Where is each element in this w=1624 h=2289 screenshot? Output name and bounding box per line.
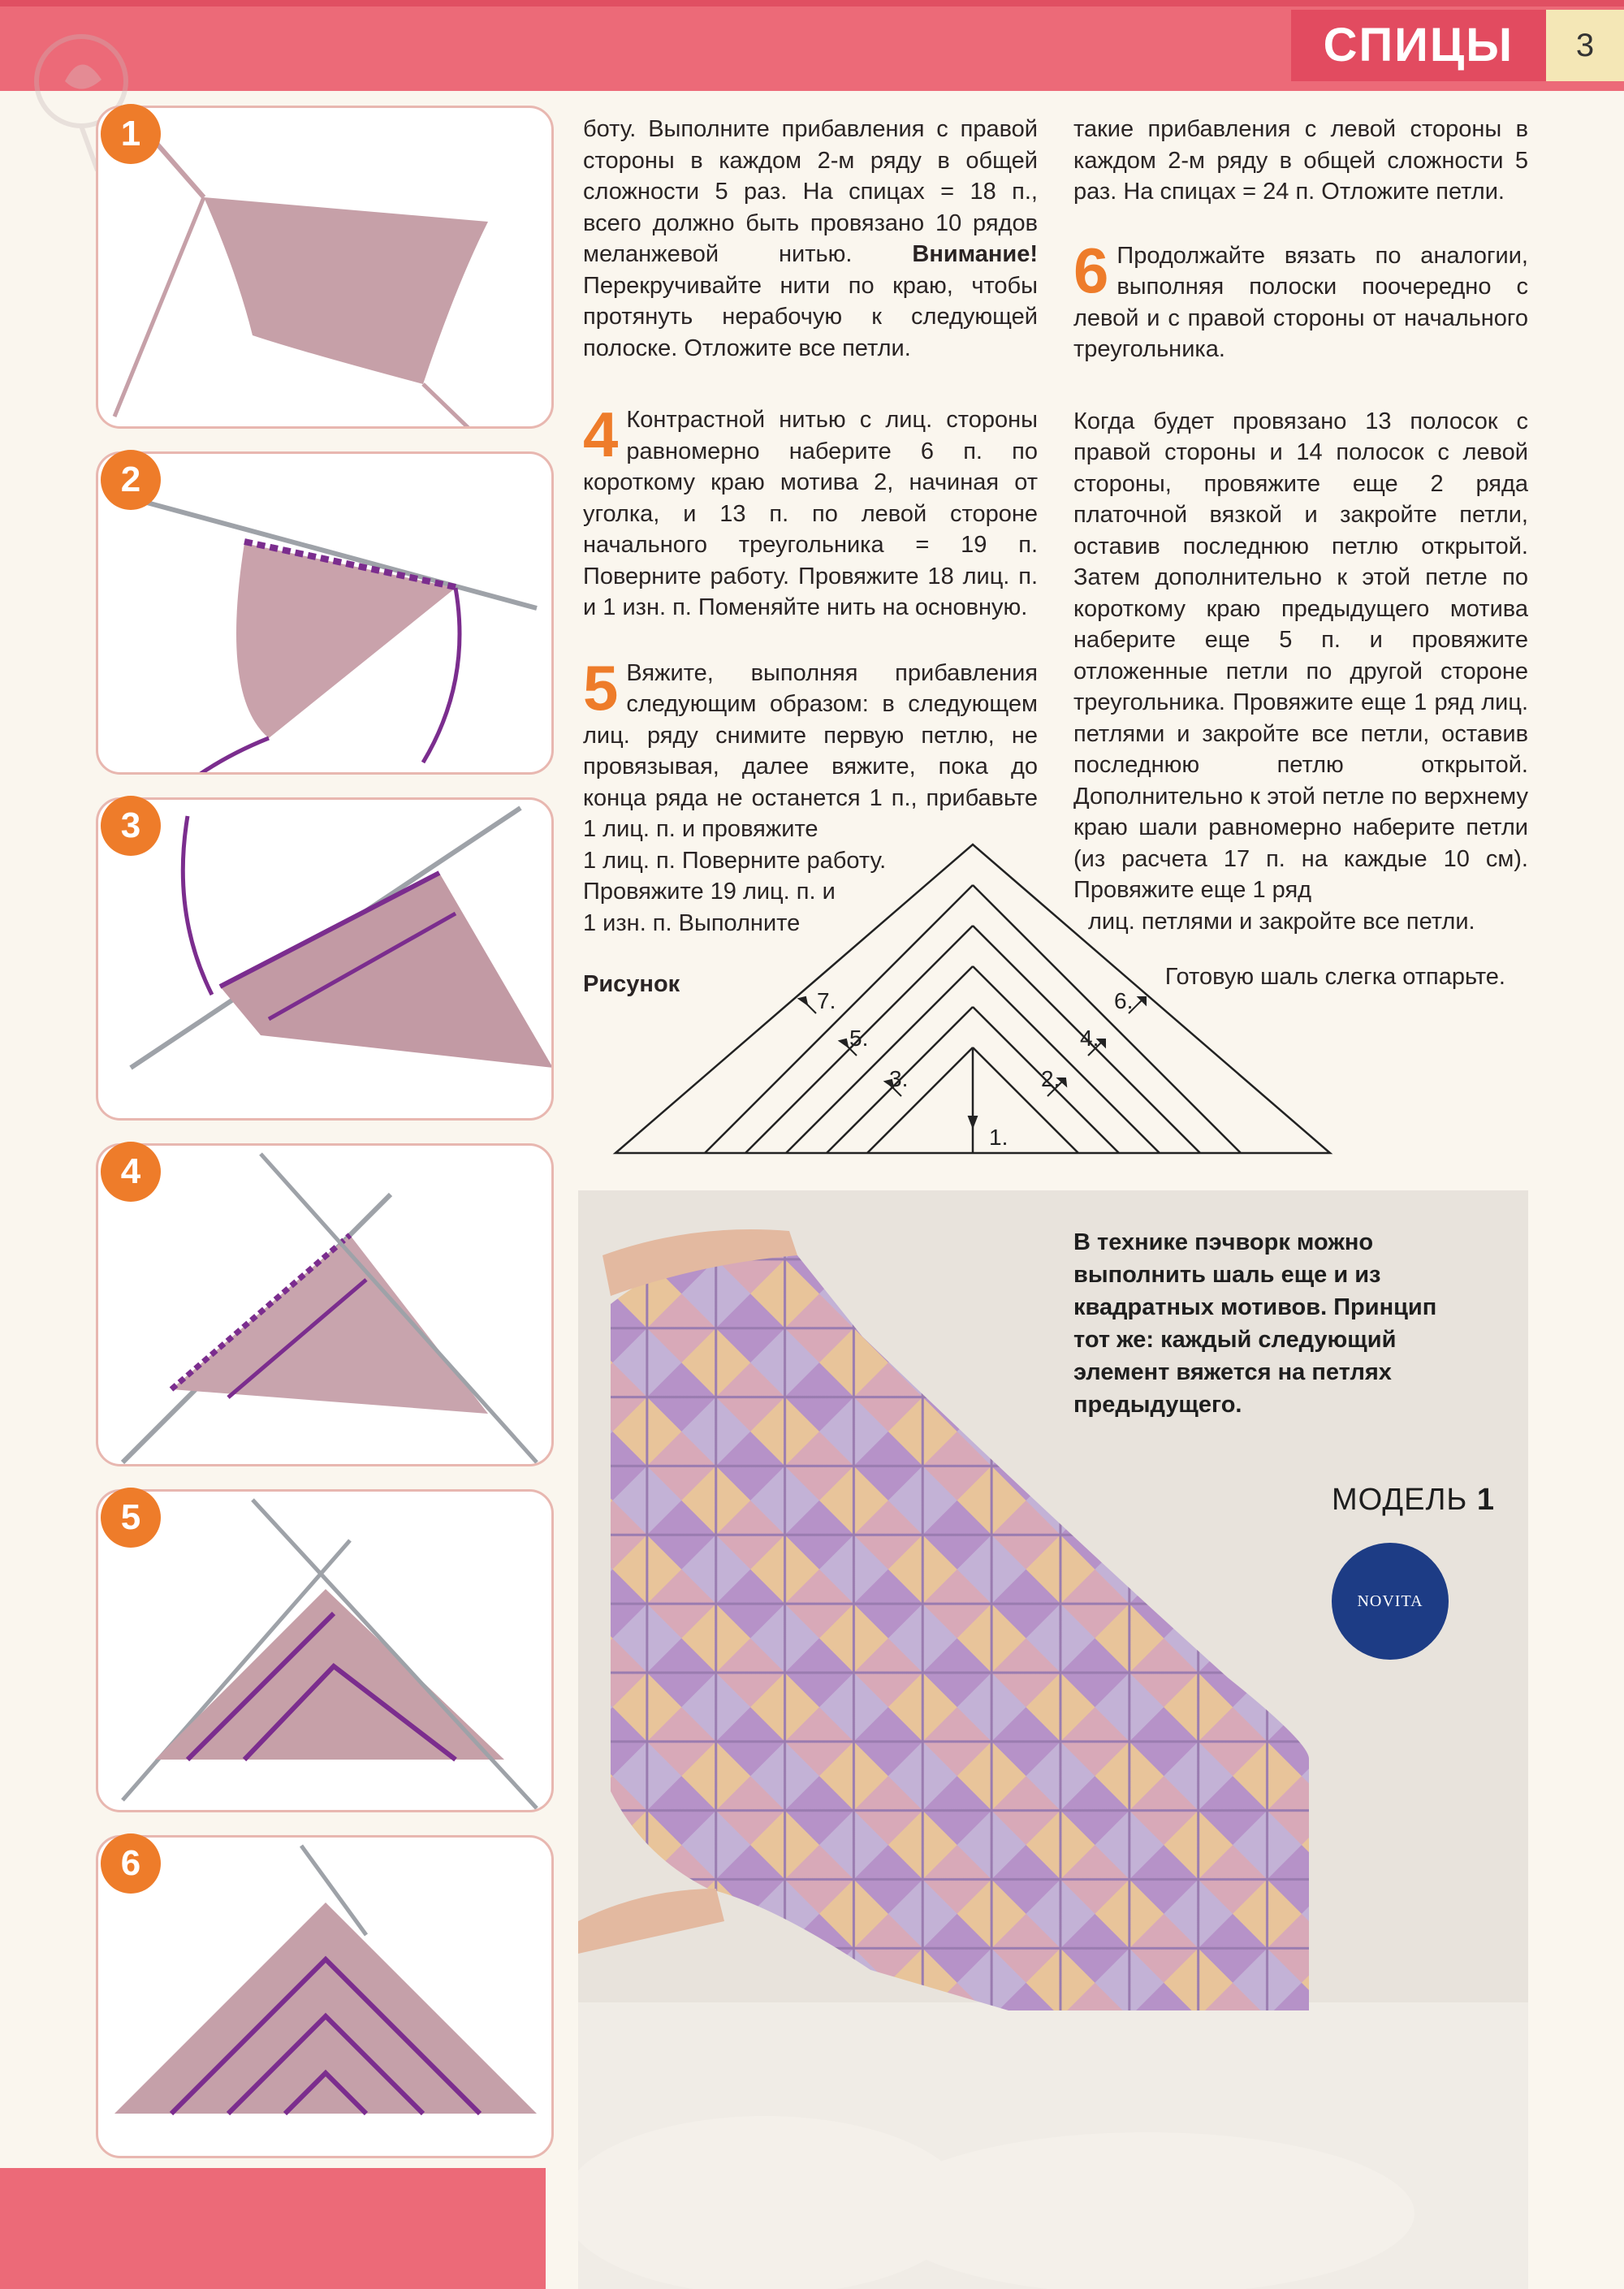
step-badge-3: 3 bbox=[101, 796, 161, 856]
step-badge-2: 2 bbox=[101, 450, 161, 510]
step-photo-3 bbox=[96, 797, 554, 1121]
step-badge-4: 4 bbox=[101, 1142, 161, 1202]
step-6-number: 6 bbox=[1073, 234, 1109, 306]
step-photo-4 bbox=[96, 1143, 554, 1466]
text-column-1 bbox=[583, 114, 1038, 939]
knit-triangle-6-icon bbox=[98, 1838, 554, 2158]
knit-triangle-2-icon bbox=[98, 454, 554, 775]
step-6-text: Продолжайте вязать по аналогии, выполняя полоски поочередно с левой и с правой стороны от начального треугольника. bbox=[1073, 242, 1528, 362]
step-5-paragraph bbox=[583, 651, 1038, 845]
novita-brand-badge: NOVITA bbox=[1332, 1543, 1449, 1660]
step-4-paragraph bbox=[583, 399, 1038, 624]
intro-text-1: боту. Выполните прибавления с правой стороны в каждом 2-м ряду в общей сложности 5 раз. На спицах = 18 п., всего должно быть провязано 10 рядов меланжевой нитью. bbox=[583, 116, 1038, 267]
intro-paragraph bbox=[583, 114, 1038, 364]
photo-caption: В технике пэчворк можно выполнить шаль еще и из квадратных мотивов. Принцип тот же: каждый следующий элемент вяжется на петлях предыдущего. bbox=[1073, 1229, 1437, 1418]
step-photo-1 bbox=[96, 106, 554, 429]
step-5-text: Вяжите, выполняя прибавления следующим образом: в следующем лиц. ряду снимите первую петлю, не провязывая, далее вяжите, пока до конца ряда не останется 1 п., прибавьте 1 лиц. п. и провяжите bbox=[583, 659, 1038, 842]
diagram-label-2: 2. bbox=[1041, 1066, 1060, 1091]
diagram-label-7: 7. bbox=[817, 988, 836, 1013]
knit-triangle-4-icon bbox=[98, 1146, 554, 1466]
shawl-diagram bbox=[609, 828, 1340, 1177]
diagram-label-4: 4. bbox=[1080, 1026, 1099, 1051]
step-badge-5: 5 bbox=[101, 1488, 161, 1548]
step-photo-6 bbox=[96, 1835, 554, 2158]
step-badge-1: 1 bbox=[101, 104, 161, 164]
warning-label: Внимание! bbox=[912, 241, 1038, 267]
col2-intro: такие прибавления с левой стороны в каждом 2-м ряду в общей сложности 5 раз. На спицах = 24 п. Отложите петли. bbox=[1073, 116, 1528, 205]
diagram-label-5: 5. bbox=[849, 1026, 869, 1051]
final-paragraph: Когда будет провязано 13 полосок с правой стороны и 14 полосок с левой стороны, провяжите еще 2 ряда платочной вязкой и закройте петли, оставив последнюю петлю открытой. Затем дополнительно к этой петле по короткому краю предыдущего мотива наберите еще 5 п. и провяжите отложенные петли по другой стороне треугольника. Провяжите еще 1 ряд лиц. петлями и закройте все петли, оставив последнюю петлю открытой. Дополнительно к этой петле по верхнему краю шали равномерно наберите петли (из расчета 17 п. на каждые 10 см). Провяжите еще 1 ряд bbox=[1073, 408, 1528, 903]
step-5-tail-1: 1 лиц. п. Поверните работу. bbox=[583, 847, 887, 874]
step-badge-6: 6 bbox=[101, 1833, 161, 1894]
knit-triangle-3-icon bbox=[98, 800, 554, 1121]
step-5-tail-2: Провяжите 19 лиц. п. и bbox=[583, 879, 836, 905]
bottom-band bbox=[0, 2168, 546, 2289]
diagram-label: Рисунок bbox=[583, 971, 680, 997]
step-5-number: 5 bbox=[583, 651, 619, 723]
step-5-tail-3: 1 изн. п. Выполните bbox=[583, 909, 801, 936]
model-label bbox=[1332, 1483, 1495, 1518]
diagram-label-1: 1. bbox=[989, 1125, 1009, 1150]
knit-triangle-1-icon bbox=[98, 108, 554, 429]
intro-text-2: Перекручивайте нити по краю, чтобы протянуть нерабочую к следующей полоске. Отложите все петли. bbox=[583, 272, 1038, 361]
step-4-number: 4 bbox=[583, 399, 619, 470]
diagram-label-3: 3. bbox=[889, 1066, 909, 1091]
step-4-text: Контрастной нитью с лиц. стороны равномерно наберите 6 п. по короткому краю мотива 2, начиная от уголка, и 13 п. по левой стороне начального треугольника = 19 п. Поверните работу. Провяжите 18 лиц. п. и 1 изн. п. Поменяйте нить на основную. bbox=[583, 407, 1038, 620]
section-title: СПИЦЫ bbox=[1291, 10, 1546, 81]
final-tail: лиц. петлями и закройте все петли. bbox=[1088, 908, 1475, 935]
knit-triangle-5-icon bbox=[98, 1492, 554, 1812]
model-label-text: МОДЕЛЬ bbox=[1332, 1483, 1468, 1517]
model-number: 1 bbox=[1476, 1483, 1496, 1517]
diagram-label-6: 6. bbox=[1114, 988, 1134, 1013]
step-6-paragraph bbox=[1073, 234, 1528, 365]
step-photo-5 bbox=[96, 1489, 554, 1812]
page-number: 3 bbox=[1546, 10, 1624, 81]
step-photo-2 bbox=[96, 451, 554, 775]
closing-line: Готовую шаль слегка отпарьте. bbox=[1164, 964, 1505, 990]
